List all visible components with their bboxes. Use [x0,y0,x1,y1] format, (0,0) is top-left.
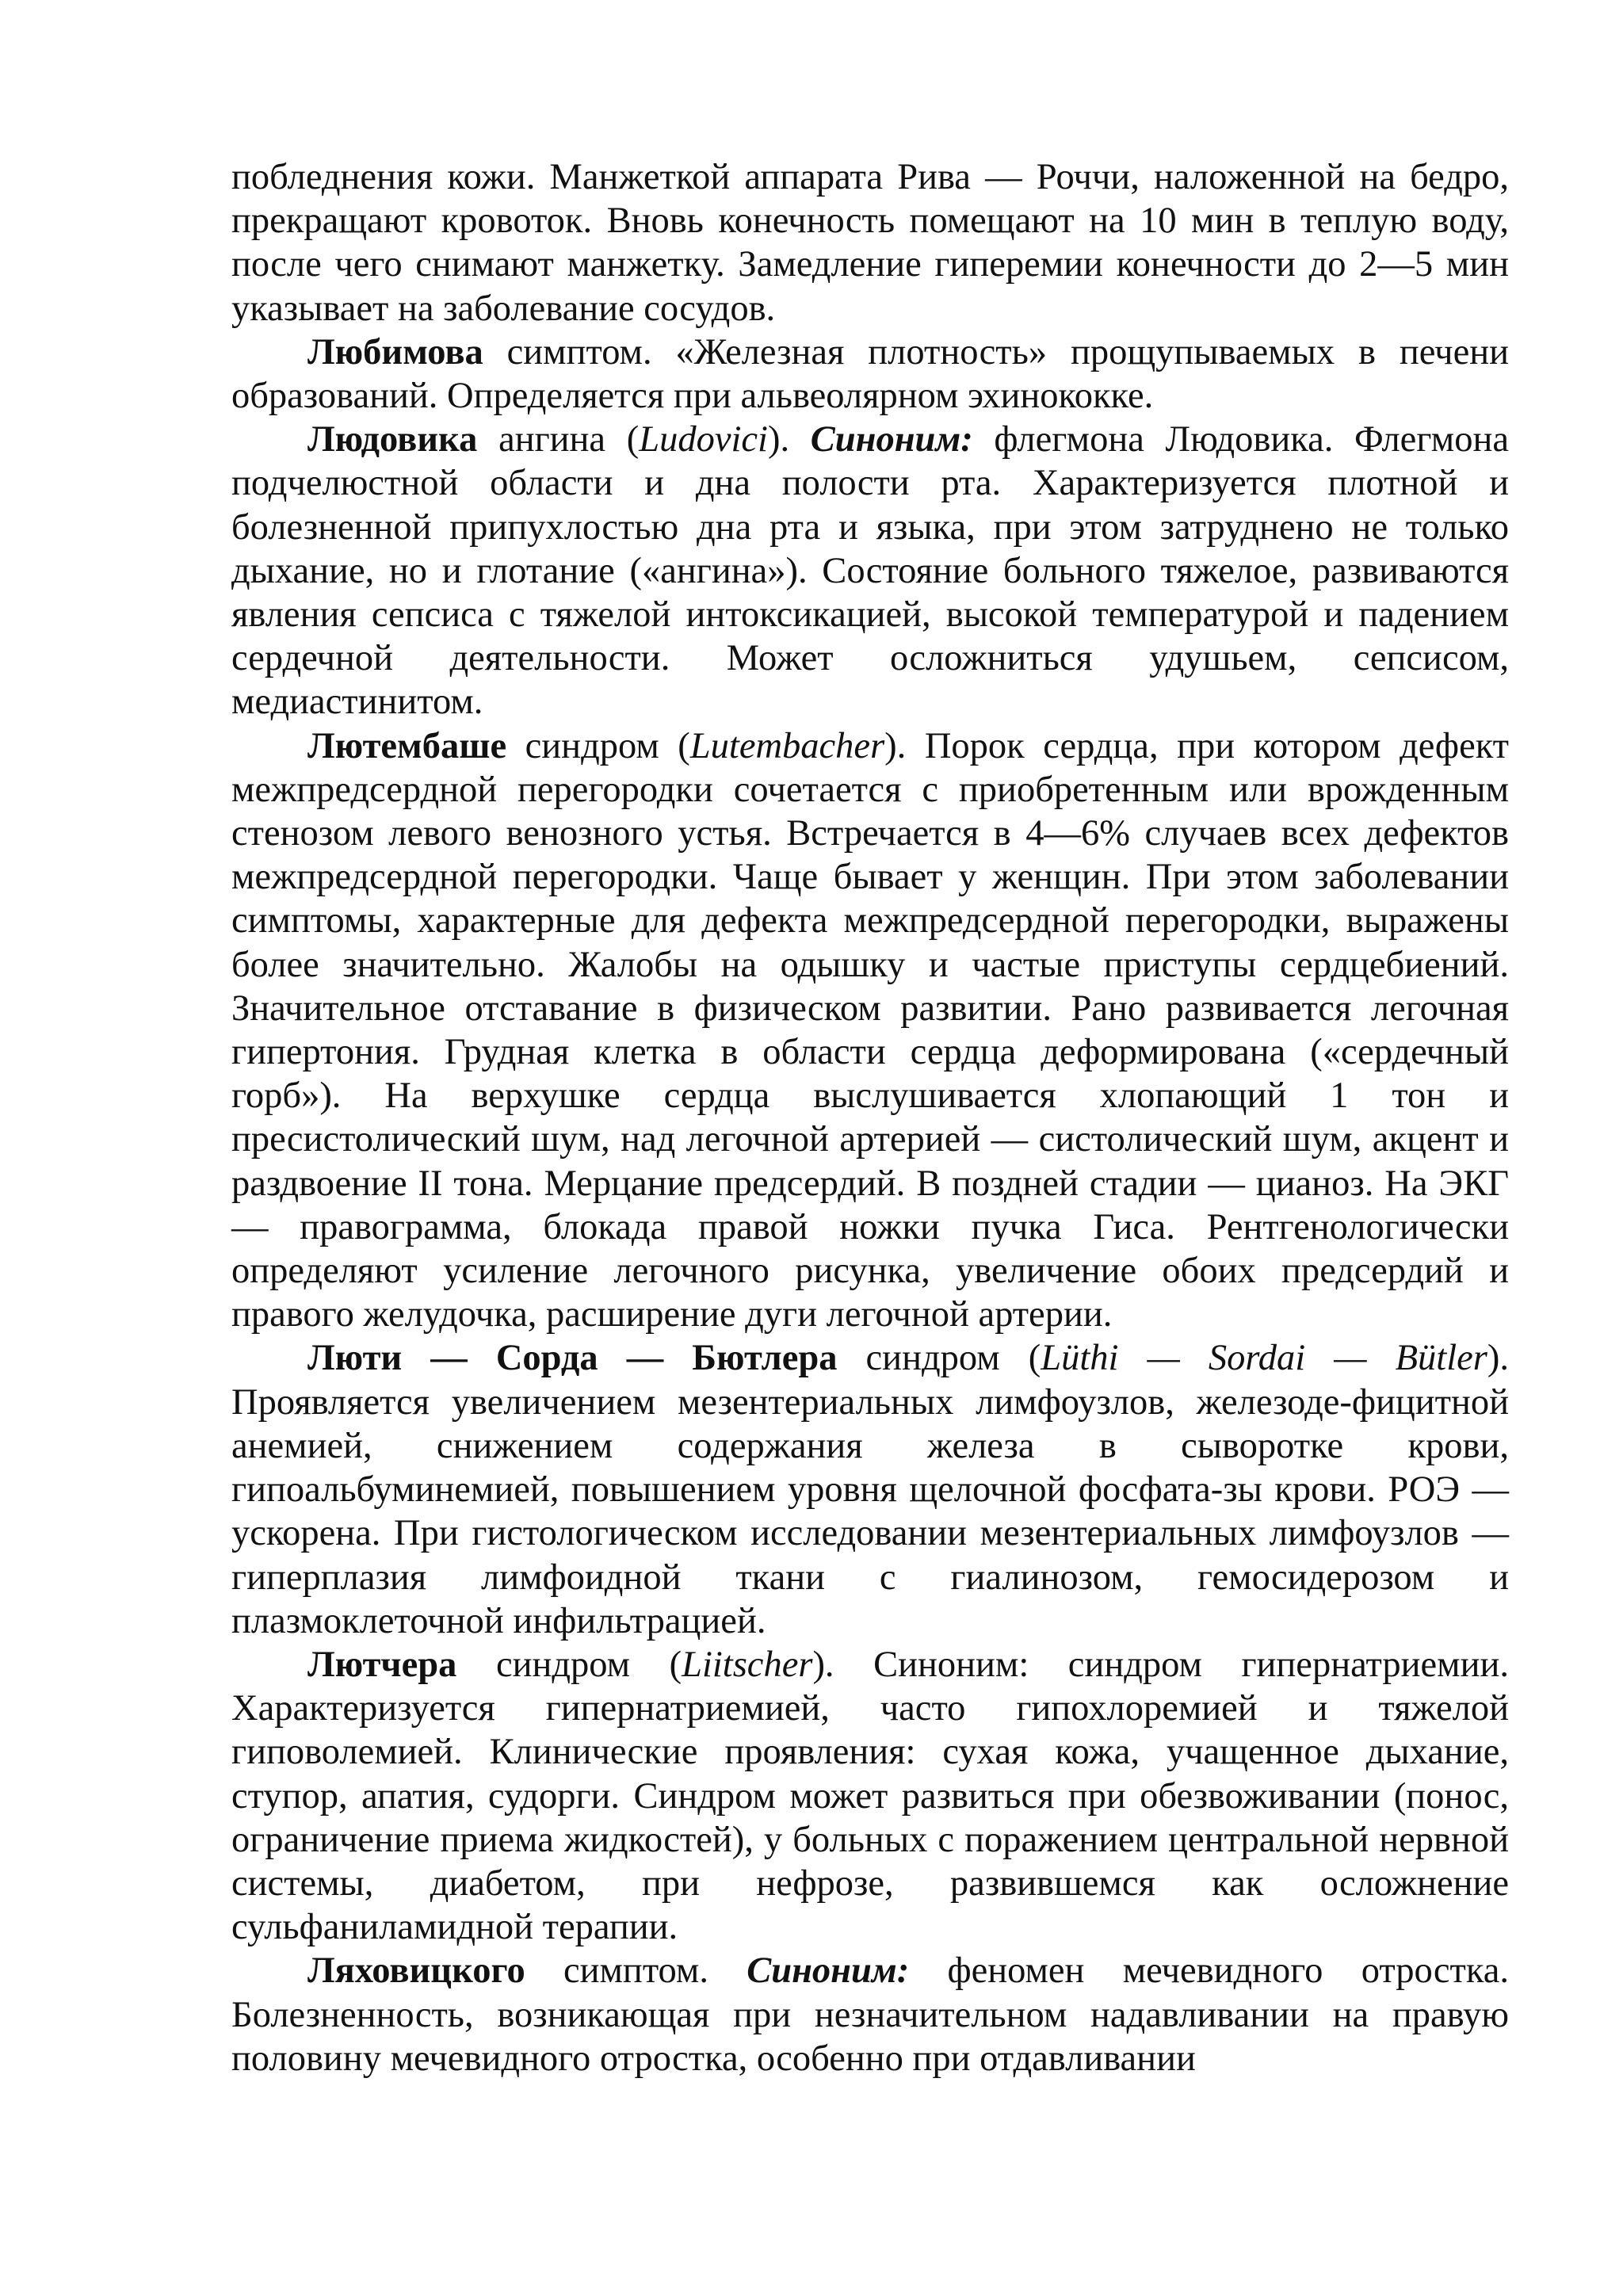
entry-type: симптом. [483,331,676,372]
entry-term: Людовика [307,419,478,460]
entry-term: Лютембаше [307,725,507,766]
entry-type: симптом. [525,1950,747,1992]
entry-lyubimova [231,330,1509,418]
synonym-label: Синоним: [747,1950,910,1992]
entry-after-latin: ). [812,1644,874,1685]
entry-text: флегмона Людовика. Флегмона подчелюстной области и дна полости рта. Характеризуется плотной и болезненной припухлостью дна рта и языка, при этом затруднено не только дыхание, но и глотание («ангина»). Состояние больного тяжелое, развиваются явления сепсиса с тяжелой интоксикацией, высокой температурой и падением сердечной деятельности. Может осложниться удушьем, сепсисом, медиастинитом. [231,419,1509,723]
entry-after-latin: ). [767,419,811,460]
entry-type: синдром ( [456,1644,682,1685]
entry-after-latin: ). [1487,1338,1509,1379]
entry-type: синдром ( [506,725,690,766]
entry-text: Порок сердца, при котором дефект межпредсердной перегородки сочетается с приобретенным или врожденным стенозом левого венозного устья. Встречается в 4—6% случаев всех дефектов межпредсердной перегородки. Чаще бывает у женщин. При этом заболевании симптомы, характерные для дефекта межпредсердной перегородки, выражены более значительно. Жалобы на одышку и частые приступы сердцебиений. Значительное отставание в физическом развитии. Рано развивается легочная гипертония. Грудная клетка в области сердца деформирована («сердечный горб»). На верхушке сердца выслушивается хлопающий 1 тон и пресистолический шум, над легочной артерией — систолический шум, акцент и раздвоение II тона. Мерцание предсердий. В поздней стадии — цианоз. На ЭКГ — правограмма, блокада правой ножки пучка Гиса. Рентгенологически определяют усиление легочного рисунка, увеличение обоих предсердий и правого желудочка, расширение дуги легочной артерии. [231,725,1510,1335]
document-page [231,155,1509,2080]
entry-text: Проявляется увеличением мезентериальных лимфоузлов, железоде-фицитной анемией, снижением содержания железа в сыворотке крови, гипоальбуминемией, повышением уровня щелочной фосфата-зы крови. РОЭ — ускорена. При гистологическом исследовании мезентериальных лимфоузлов — гиперплазия лимфоидной ткани с гиалинозом, гемосидерозом и плазмоклеточной инфильтрацией. [231,1381,1509,1641]
entry-text: Синоним: синдром гипернатриемии. Характеризуется гипернатриемией, часто гипохлоремией и тяжелой гиповолемией. Клинические проявления: сухая кожа, учащенное дыхание, ступор, апатия, судорги. Синдром может развиться при обезвоживании (понос, ограничение приема жидкостей), у больных с поражением центральной нервной системы, диабетом, при нефрозе, развившемся как осложнение сульфаниламидной терапии. [231,1644,1509,1948]
entry-lyakhovitsky [231,1949,1509,2080]
synonym-label: Синоним: [810,419,973,460]
entry-term: Любимова [307,331,483,372]
entry-latin-name: Lüthi — Sordai — Bütler [1041,1338,1487,1379]
entry-term: Люти — Сорда — Бютлера [307,1338,838,1379]
entry-luthi-sordai-butler [231,1336,1509,1642]
entry-litscher [231,1643,1509,1949]
entry-text: «Железная плотность» прощупываемых в печени образований. Определяется при альвеолярном эхинококке. [231,331,1509,417]
entry-type: ангина ( [477,419,640,460]
entry-term: Лютчера [307,1644,457,1685]
entry-lutembacher [231,724,1509,1337]
entry-text: феномен мечевидного отростка. Болезненность, возникающая при незначительном надавливании на правую половину мечевидного отростка, особенно при отдавливании [231,1950,1509,2079]
entry-latin-name: Ludovici [639,419,768,460]
entry-latin-name: Lutembacher [689,725,885,766]
entry-term: Ляховицкого [307,1950,525,1992]
continuation-paragraph: побледнения кожи. Манжеткой аппарата Рива — Роччи, наложенной на бедро, прекращают кровоток. Вновь конечность помещают на 10 мин в теплую воду, после чего снимают манжетку. Замедление гиперемии конечности до 2—5 мин указывает на заболевание сосудов. [231,157,1509,329]
entry-latin-name: Liitscher [682,1644,813,1685]
entry-after-latin: ). [884,725,925,766]
entry-ludovici [231,418,1509,724]
entry-type: синдром ( [837,1338,1041,1379]
